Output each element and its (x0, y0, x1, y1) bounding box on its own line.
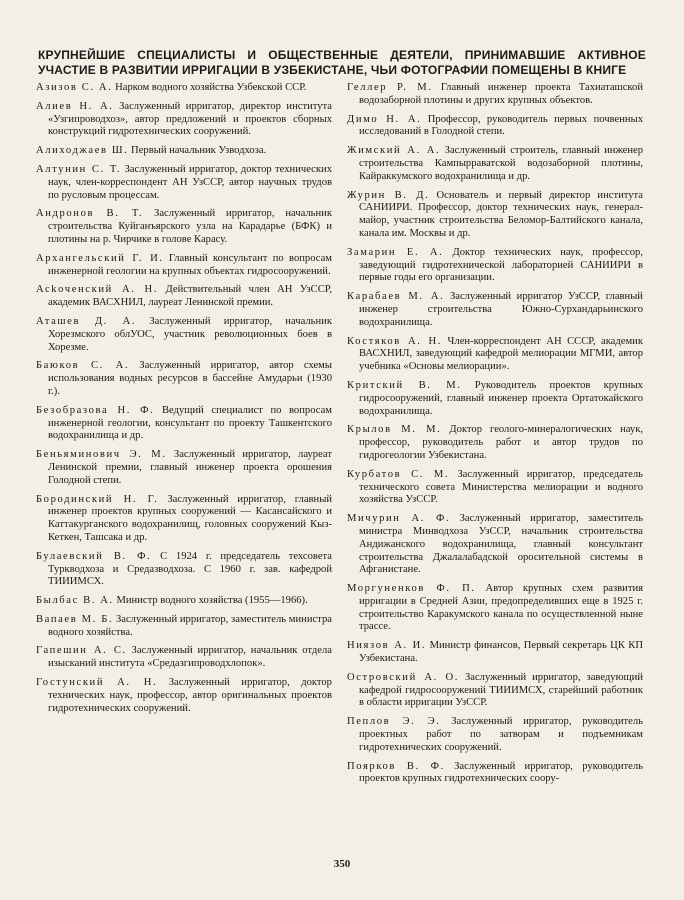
person-name: Аташев Д. А. (36, 315, 137, 327)
person-name: Замарин Е. А. (347, 246, 444, 258)
person-name: Алиходжаев Ш. (36, 145, 129, 157)
person-name: Ниязов А. И. (347, 640, 427, 652)
person-description: Доктор технических наук, профессор, заведующий гидротехнической лабораторией САНИИРИ в первые годы его организации. (359, 246, 643, 284)
biography-entry (347, 114, 643, 140)
person-name: Жимский А. А. (347, 145, 441, 157)
person-name: Мичурин А. Ф. (347, 513, 451, 525)
person-name: Алтунин С. Т. (36, 163, 122, 175)
person-name: Баюков С. А. (36, 360, 130, 372)
person-name: Былбас В. А. (36, 595, 114, 607)
biography-entry (347, 291, 643, 329)
biography-entry (347, 424, 643, 462)
person-description: Основатель и первый директор института САНИИРИ. Профессор, доктор технических наук, генерал-майор, участник строительства Беломор-Балтийского канала, канала им. Москвы и др. (359, 189, 643, 239)
person-description: Нарком водного хозяйства Узбекской ССР. (115, 82, 307, 93)
person-description: Автор крупных схем развития ирригации в Средней Азии, предопределивших еще в 1925 г. строительство Каракумского канала по осуществленной ныне трассе. (359, 583, 644, 633)
biography-entry (36, 551, 332, 589)
person-name: Журин В. Д. (347, 189, 430, 201)
person-description: Член-корреспондент АН СССР, академик ВАСХНИЛ, заведующий кафедрой мелиорации МГМИ, автор учебника «Основы мелиорации». (359, 335, 643, 373)
biography-entry (347, 190, 643, 241)
biography-entry (36, 101, 332, 139)
person-name: Азизов С. А. (36, 82, 113, 93)
biography-entry (36, 164, 332, 202)
person-description: Заслуженный ирригатор, председатель технического совета Министерства мелиорации и водного хозяйства УзССР. (359, 468, 643, 506)
person-description: Заслуженный строитель, главный инженер строительства Кампырраватской водозаборной плотины, Кайраккумского водохранилища и др. (359, 145, 644, 182)
person-name: Моргуненков Ф. П. (347, 583, 476, 595)
biography-entry (347, 513, 643, 577)
person-name: Булаевский В. Ф. (36, 550, 152, 562)
biography-entry (36, 494, 332, 545)
person-name: Бородинский Н. Г. (36, 493, 159, 505)
person-name: Архангельский Г. И. (36, 252, 164, 264)
biography-entry (36, 284, 332, 310)
person-description: Заслуженный ирригатор, начальник строительства Куйганъярского узла на Карадарье (БФК) и плотины на р. Чирчике в голове Карасу. (48, 208, 332, 245)
biography-entry (347, 716, 643, 754)
person-name: Критский В. М. (347, 379, 462, 391)
biography-entry (36, 449, 332, 487)
biography-entry (36, 82, 332, 95)
page-number: 350 (333, 858, 351, 870)
person-name: Костяков А. Н. (347, 335, 443, 347)
person-description: Главный консультант по вопросам инженерной геологии на крупных объектах гидросооружений. (48, 252, 333, 277)
person-description: Заслуженный ирригатор, доктор технических наук, член-корреспондент АН УзССР, автор научных трудов по русловым процессам. (48, 163, 332, 201)
person-description: Заслуженный ирригатор, доктор технических наук, профессор, автор оригинальных проектов гидротехнических сооружений. (48, 677, 332, 714)
person-name: Гостунский А. Н. (36, 677, 158, 689)
page-title: КРУПНЕЙШИЕ СПЕЦИАЛИСТЫ И ОБЩЕСТВЕННЫЕ ДЕЯТЕЛИ, ПРИНИМАВШИЕ АКТИВНОЕ УЧАСТИЕ В РАЗВИТИИ ИРРИГАЦИИ В УЗБЕКИСТАНЕ, ЧЬИ ФОТОГРАФИИ ПОМЕЩЕНЫ В КНИГЕ (38, 48, 646, 77)
person-description: Заслуженный ирригатор, главный инженер проектов крупных сооружений — Касансайского и Каттакурганского водохранилищ, головных сооружений Кыз-Кеткен, Ташсака и др. (48, 493, 332, 543)
person-description: Доктор геолого-минералогических наук, профессор, руководитель работ и автор трудов по гидрогеологии Узбекистана. (359, 424, 644, 461)
person-name: Геллер Р. М. (347, 82, 433, 93)
person-description: Действительный член АН УзССР, академик ВАСХНИЛ, лауреат Ленинской премии. (48, 284, 333, 309)
biography-entry (347, 380, 643, 418)
person-name: Асkоченский А. Н. (36, 284, 159, 296)
biography-entry (36, 316, 332, 354)
person-name: Андронов В. Т. (36, 208, 144, 220)
person-name: Крылов М. М. (347, 424, 442, 436)
person-description: Министр финансов, Первый секретарь ЦК КП Узбекистана. (359, 640, 643, 665)
person-description: Заслуженный ирригатор УзССР, главный инженер строительства Южно-Сурхандарьинского водохранилища. (359, 291, 643, 328)
person-description: Заслуженный ирригатор, начальник Хорезмского облУОС, участник революционных боев в Хорезме. (48, 315, 332, 353)
biography-entry (347, 672, 643, 710)
person-name: Островский А. О. (347, 671, 459, 683)
person-description: Руководитель проектов крупных гидросооружений, главный инженер проекта Ортатокайского водохранилища. (359, 379, 643, 417)
biography-entry (36, 208, 332, 246)
person-description: Заслуженный ирригатор, заведующий кафедрой гидросооружений ТИИИМСХ, старейший работник в области ирригации УзССР. (359, 671, 644, 709)
person-description: С 1924 г. председатель техсовета Туркводхоза и Средазводхоза. С 1960 г. зав. кафедрой ТИИИМСХ. (48, 550, 332, 588)
person-description: Заслуженный ирригатор, заместитель министра водного хозяйства. (48, 613, 332, 638)
biography-entry (36, 645, 332, 671)
right-column (347, 82, 643, 792)
biography-entry (36, 360, 332, 398)
left-column (36, 82, 332, 721)
person-description: Заслуженный ирригатор, начальник отдела изысканий института «Средазгипроводхлопок». (48, 645, 332, 670)
biography-entry (36, 614, 332, 640)
person-description: Заслуженный ирригатор, директор института «Узгипроводхоз», автор предложений и проектов сборных конструкций гидротехнических сооружений. (48, 100, 332, 138)
person-description: Заслуженный ирригатор, заместитель министра Минводхоза УзССР, начальник строительства Андижанского водохранилища, главный консультант строительства Джалалабадской оросительной системы в Афганистане. (359, 513, 643, 576)
biography-entry (36, 145, 332, 158)
person-name: Пеплов Э. Э. (347, 716, 441, 728)
biography-entry (36, 253, 332, 279)
biography-entry (36, 677, 332, 715)
person-description: Ведущий специалист по вопросам инженерной геологии, консультант по проекту Ташкентского водохранилища и др. (48, 404, 332, 442)
person-description: Заслуженный ирригатор, автор схемы использования водных ресурсов в бассейне Амударьи (1930 г.). (48, 360, 332, 397)
biography-entry (347, 761, 643, 787)
person-name: Гапешин А. С. (36, 645, 127, 657)
biography-entry (347, 145, 643, 183)
person-description: Заслуженный ирригатор, руководитель проектных работ по затворам и подъемникам гидротехнических сооружений. (359, 716, 643, 753)
person-description: Профессор, руководитель первых почвенных исследований в Голодной степи. (359, 113, 643, 138)
person-name: Карабаев М. А. (347, 291, 445, 303)
person-description: Заслуженный ирригатор, лауреат Ленинской премии, главный инженер проекта орошения Голодной степи. (48, 449, 332, 486)
biography-entry (347, 469, 643, 507)
person-name: Алиев Н. А. (36, 100, 114, 112)
person-description: Министр водного хозяйства (1955—1966). (116, 595, 308, 607)
biography-entry (36, 405, 332, 443)
person-name: Безобразова Н. Ф. (36, 404, 155, 416)
person-name: Поярков В. Ф. (347, 760, 445, 772)
person-name: Димо Н. А. (347, 113, 422, 125)
person-name: Беньяминович Э. М. (36, 449, 167, 461)
person-name: Вапаев М. Б. (36, 613, 114, 625)
biography-entry (347, 82, 643, 108)
person-description: Главный инженер проекта Тахиаташской водозаборной плотины и других крупных объектов. (359, 82, 643, 106)
biography-entry (347, 247, 643, 285)
person-description: Заслуженный ирригатор, руководитель проектов крупных гидротехнических соору- (359, 760, 643, 785)
biography-entry (36, 595, 332, 608)
biography-entry (347, 640, 643, 666)
person-description: Первый начальник Узводхоза. (131, 145, 267, 157)
biography-entry (347, 583, 643, 634)
person-name: Курбатов С. М. (347, 468, 450, 480)
biography-entry (347, 336, 643, 374)
